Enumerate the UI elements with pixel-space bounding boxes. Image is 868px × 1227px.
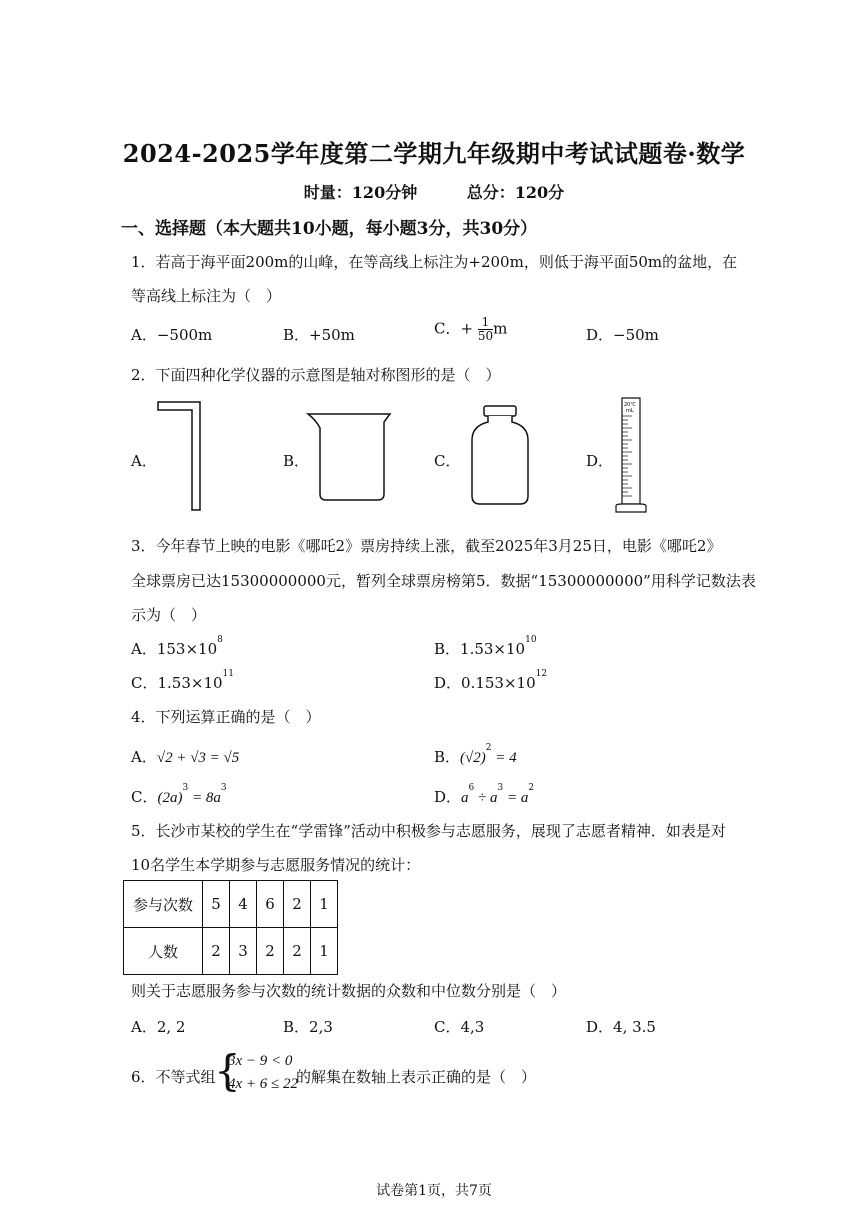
table-cell: 2 bbox=[284, 928, 311, 975]
option-letter: C． bbox=[434, 319, 461, 338]
denominator: 50 bbox=[477, 329, 494, 343]
q3-stem-line2: 全球票房已达15300000000元，暂列全球票房榜第5．数据“15300000000”用科学记数法表 bbox=[131, 572, 756, 590]
q2-option-b: B． bbox=[283, 452, 310, 470]
option-var: a bbox=[461, 790, 469, 806]
option-exponent: 8 bbox=[217, 635, 223, 645]
option-exponent: 2 bbox=[485, 743, 492, 753]
q1-stem-line1: 1．若高于海平面200m的山峰，在等高线上标注为+200m，则低于海平面50m的盆地，在 bbox=[131, 253, 738, 271]
option-letter: A． bbox=[131, 326, 157, 344]
option-base: 1.53×10 bbox=[460, 640, 526, 658]
q3-option-a bbox=[131, 635, 223, 659]
table-row bbox=[124, 881, 338, 928]
option-letter: B． bbox=[434, 748, 461, 766]
option-exponent: 3 bbox=[220, 783, 227, 793]
q5-stem-line1: 5．长沙市某校的学生在“学雷锋”活动中积极参与志愿服务，展现了志愿者精神．如表是对 bbox=[131, 822, 726, 840]
option-base: 1.53×10 bbox=[157, 674, 223, 692]
table-row-header: 人数 bbox=[124, 928, 203, 975]
option-letter: C． bbox=[434, 1018, 461, 1036]
graduated-cylinder-icon bbox=[610, 394, 650, 520]
table-cell: 2 bbox=[257, 928, 284, 975]
beaker-icon bbox=[304, 408, 396, 504]
l-shaped-glass-tube-icon bbox=[150, 398, 210, 516]
option-value: +50m bbox=[309, 326, 355, 344]
fraction bbox=[478, 316, 493, 343]
option-letter: C． bbox=[131, 674, 158, 692]
option-sign: + bbox=[460, 319, 474, 338]
reagent-bottle-icon bbox=[466, 402, 534, 508]
option-mid: = 8a bbox=[188, 790, 221, 806]
q6-stem-post: 的解集在数轴上表示正确的是（ ） bbox=[296, 1068, 537, 1086]
table-cell: 3 bbox=[230, 928, 257, 975]
q5-option-d bbox=[586, 1016, 656, 1037]
option-exponent: 11 bbox=[222, 669, 234, 679]
option-base: 0.153×10 bbox=[461, 674, 536, 692]
q4-option-d bbox=[434, 783, 535, 807]
option-expression: √2 + √3 = √5 bbox=[156, 750, 240, 766]
q4-option-a bbox=[131, 746, 239, 767]
exam-meta bbox=[0, 180, 868, 203]
q4-option-c bbox=[131, 783, 227, 807]
q3-stem-line3: 示为（ ） bbox=[131, 606, 207, 624]
option-value: 4, 3.5 bbox=[613, 1018, 656, 1036]
q6-inequality-1: 3x − 9 < 0 bbox=[228, 1053, 293, 1069]
q2-option-c: C． bbox=[434, 452, 461, 470]
table-cell: 5 bbox=[203, 881, 230, 928]
option-letter: B． bbox=[283, 1018, 310, 1036]
q6-inequality-2: 4x + 6 ≤ 22 bbox=[228, 1076, 299, 1092]
option-base: (√2) bbox=[460, 750, 486, 766]
option-eq: = a bbox=[503, 790, 529, 806]
q5-stem-line2: 10名学生本学期参与志愿服务情况的统计： bbox=[131, 856, 421, 874]
option-value: 4,3 bbox=[460, 1018, 485, 1036]
q5-followup: 则关于志愿服务参与次数的统计数据的众数和中位数分别是（ ） bbox=[131, 982, 567, 1000]
option-letter: A． bbox=[131, 748, 157, 766]
option-value: −50m bbox=[613, 326, 659, 344]
section-heading: 一、选择题（本大题共10小题，每小题3分，共30分） bbox=[121, 219, 538, 239]
option-letter: D． bbox=[434, 788, 462, 806]
option-letter: B． bbox=[434, 640, 461, 658]
q2-option-a: A． bbox=[131, 452, 157, 470]
q2-option-d: D． bbox=[586, 452, 614, 470]
cylinder-label-temp: 20℃ bbox=[624, 402, 636, 408]
volunteer-stats-table bbox=[123, 880, 338, 975]
option-exponent: 3 bbox=[182, 783, 189, 793]
q4-stem: 4．下列运算正确的是（ ） bbox=[131, 708, 321, 726]
q5-option-c bbox=[434, 1016, 484, 1037]
time-limit: 时量：120分钟 bbox=[303, 183, 418, 202]
option-value: 2, 2 bbox=[156, 1018, 186, 1036]
q3-option-b bbox=[434, 635, 537, 659]
option-letter: A． bbox=[131, 640, 157, 658]
table-cell: 1 bbox=[311, 928, 338, 975]
page-footer: 试卷第1页，共7页 bbox=[376, 1183, 492, 1199]
numerator: 1 bbox=[478, 316, 493, 330]
table-row bbox=[124, 928, 338, 975]
table-cell: 6 bbox=[257, 881, 284, 928]
option-base: 153×10 bbox=[156, 640, 218, 658]
option-base: (2a) bbox=[157, 790, 183, 806]
table-cell: 2 bbox=[284, 881, 311, 928]
option-exponent: 3 bbox=[497, 783, 504, 793]
table-cell: 2 bbox=[203, 928, 230, 975]
unit: m bbox=[493, 319, 508, 338]
q6-stem-pre: 6．不等式组 bbox=[131, 1068, 216, 1086]
q1-option-c bbox=[434, 316, 507, 343]
option-letter: D． bbox=[586, 1018, 614, 1036]
page-title: 2024-2025学年度第二学期九年级期中考试试题卷·数学 bbox=[122, 139, 746, 168]
option-exponent: 2 bbox=[528, 783, 535, 793]
q5-option-b bbox=[283, 1016, 333, 1037]
option-exponent: 6 bbox=[468, 783, 475, 793]
option-exponent: 12 bbox=[535, 669, 548, 679]
system-brace: { bbox=[214, 1046, 241, 1095]
total-score: 总分：120分 bbox=[466, 183, 565, 202]
option-letter: A． bbox=[131, 1018, 157, 1036]
option-value: 2,3 bbox=[309, 1018, 333, 1036]
q5-option-a bbox=[131, 1016, 185, 1037]
option-mid: ÷ a bbox=[474, 790, 498, 806]
q4-option-b bbox=[434, 743, 517, 767]
table-cell: 4 bbox=[230, 881, 257, 928]
option-letter: D． bbox=[586, 326, 614, 344]
q2-stem: 2．下面四种化学仪器的示意图是轴对称图形的是（ ） bbox=[131, 366, 501, 384]
q3-stem-line1: 3．今年春节上映的电影《哪吒2》票房持续上涨，截至2025年3月25日，电影《哪吒2》 bbox=[131, 537, 722, 555]
table-cell: 1 bbox=[311, 881, 338, 928]
q3-option-d bbox=[434, 669, 548, 693]
q3-option-c bbox=[131, 669, 234, 693]
option-letter: D． bbox=[434, 674, 462, 692]
q1-option-b bbox=[283, 324, 355, 345]
option-letter: B． bbox=[283, 326, 310, 344]
q1-option-a bbox=[131, 324, 212, 345]
cylinder-label-unit: mL bbox=[626, 408, 634, 414]
q1-option-d bbox=[586, 324, 659, 345]
table-row-header: 参与次数 bbox=[124, 881, 203, 928]
option-letter: C． bbox=[131, 788, 158, 806]
option-value: −500m bbox=[156, 326, 213, 344]
option-rest: = 4 bbox=[491, 750, 517, 766]
option-exponent: 10 bbox=[525, 635, 537, 645]
q1-stem-line2: 等高线上标注为（ ） bbox=[131, 287, 282, 305]
